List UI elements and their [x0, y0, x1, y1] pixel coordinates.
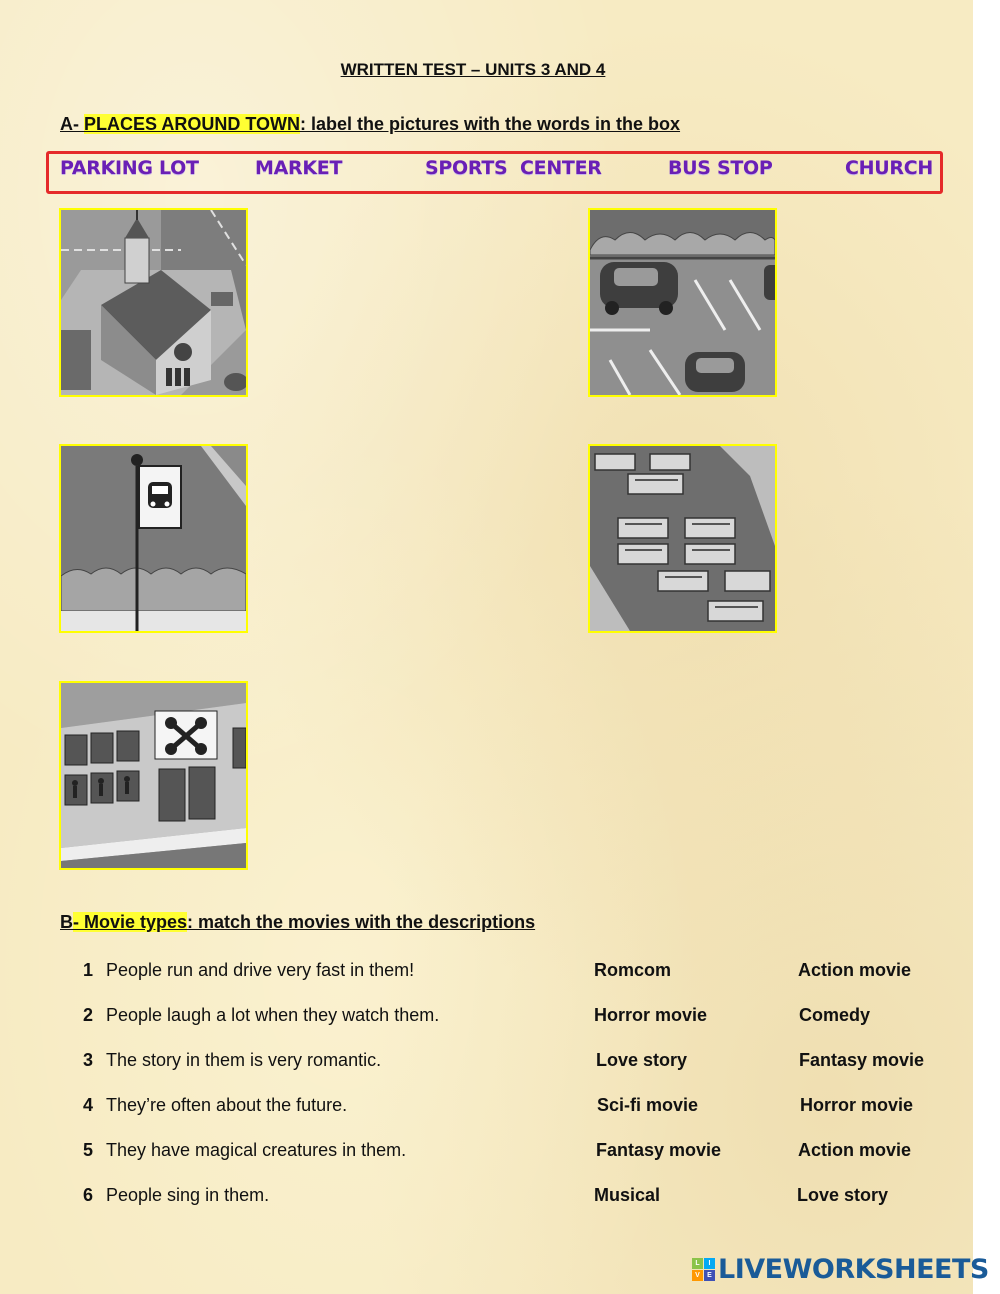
market-picture [588, 444, 777, 633]
item-number: 2 [83, 1005, 94, 1025]
item-number: 5 [83, 1140, 94, 1160]
sports-center-picture [59, 681, 248, 870]
option-1[interactable]: Romcom [594, 960, 672, 980]
option-1[interactable]: Horror movie [594, 1005, 708, 1025]
logo-letter: L [692, 1258, 703, 1269]
word-bus-stop[interactable]: BUS STOP [668, 157, 773, 179]
section-b-heading [60, 912, 535, 933]
word-sports-center[interactable]: SPORTS CENTER [425, 157, 602, 179]
word-parking-lot[interactable]: PARKING LOT [60, 157, 199, 179]
item-description: People run and drive very fast in them! [106, 960, 415, 980]
logo-letter: E [704, 1270, 715, 1281]
option-1[interactable]: Love story [596, 1050, 688, 1070]
option-2[interactable]: Action movie [798, 960, 912, 980]
item-description: People laugh a lot when they watch them. [106, 1005, 440, 1025]
item-description: They have magical creatures in them. [106, 1140, 407, 1160]
option-2[interactable]: Comedy [799, 1005, 871, 1025]
bus-stop-picture [59, 444, 248, 633]
option-2[interactable]: Fantasy movie [799, 1050, 925, 1070]
item-number: 6 [83, 1185, 94, 1205]
option-1[interactable]: Musical [594, 1185, 661, 1205]
logo-text: LIVEWORKSHEETS [718, 1254, 989, 1285]
liveworksheets-logo [692, 1254, 989, 1285]
item-number: 4 [83, 1095, 94, 1115]
section-a-highlight: PLACES AROUND TOWN [84, 114, 300, 134]
option-1[interactable]: Sci-fi movie [597, 1095, 699, 1115]
section-a-heading [60, 114, 680, 135]
option-2[interactable]: Action movie [798, 1140, 912, 1160]
item-number: 1 [83, 960, 94, 980]
logo-letter: I [704, 1258, 715, 1269]
church-picture [59, 208, 248, 397]
item-description: They’re often about the future. [106, 1095, 348, 1115]
section-b-instruction: : match the movies with the descriptions [187, 912, 536, 932]
logo-grid-icon [692, 1258, 715, 1281]
option-1[interactable]: Fantasy movie [596, 1140, 722, 1160]
item-description: People sing in them. [106, 1185, 270, 1205]
word-church[interactable]: CHURCH [845, 157, 933, 179]
section-a-instruction: : label the pictures with the words in the box [300, 114, 681, 134]
logo-letter: V [692, 1270, 703, 1281]
word-market[interactable]: MARKET [255, 157, 343, 179]
section-b-prefix: B [60, 912, 73, 932]
section-b-highlight: - Movie types [73, 912, 188, 932]
page-title: WRITTEN TEST – UNITS 3 AND 4 [340, 60, 606, 79]
section-a-prefix: A- [60, 114, 84, 134]
option-2[interactable]: Love story [797, 1185, 889, 1205]
item-number: 3 [83, 1050, 94, 1070]
parking-lot-picture [588, 208, 777, 397]
option-2[interactable]: Horror movie [800, 1095, 914, 1115]
item-description: The story in them is very romantic. [106, 1050, 382, 1070]
